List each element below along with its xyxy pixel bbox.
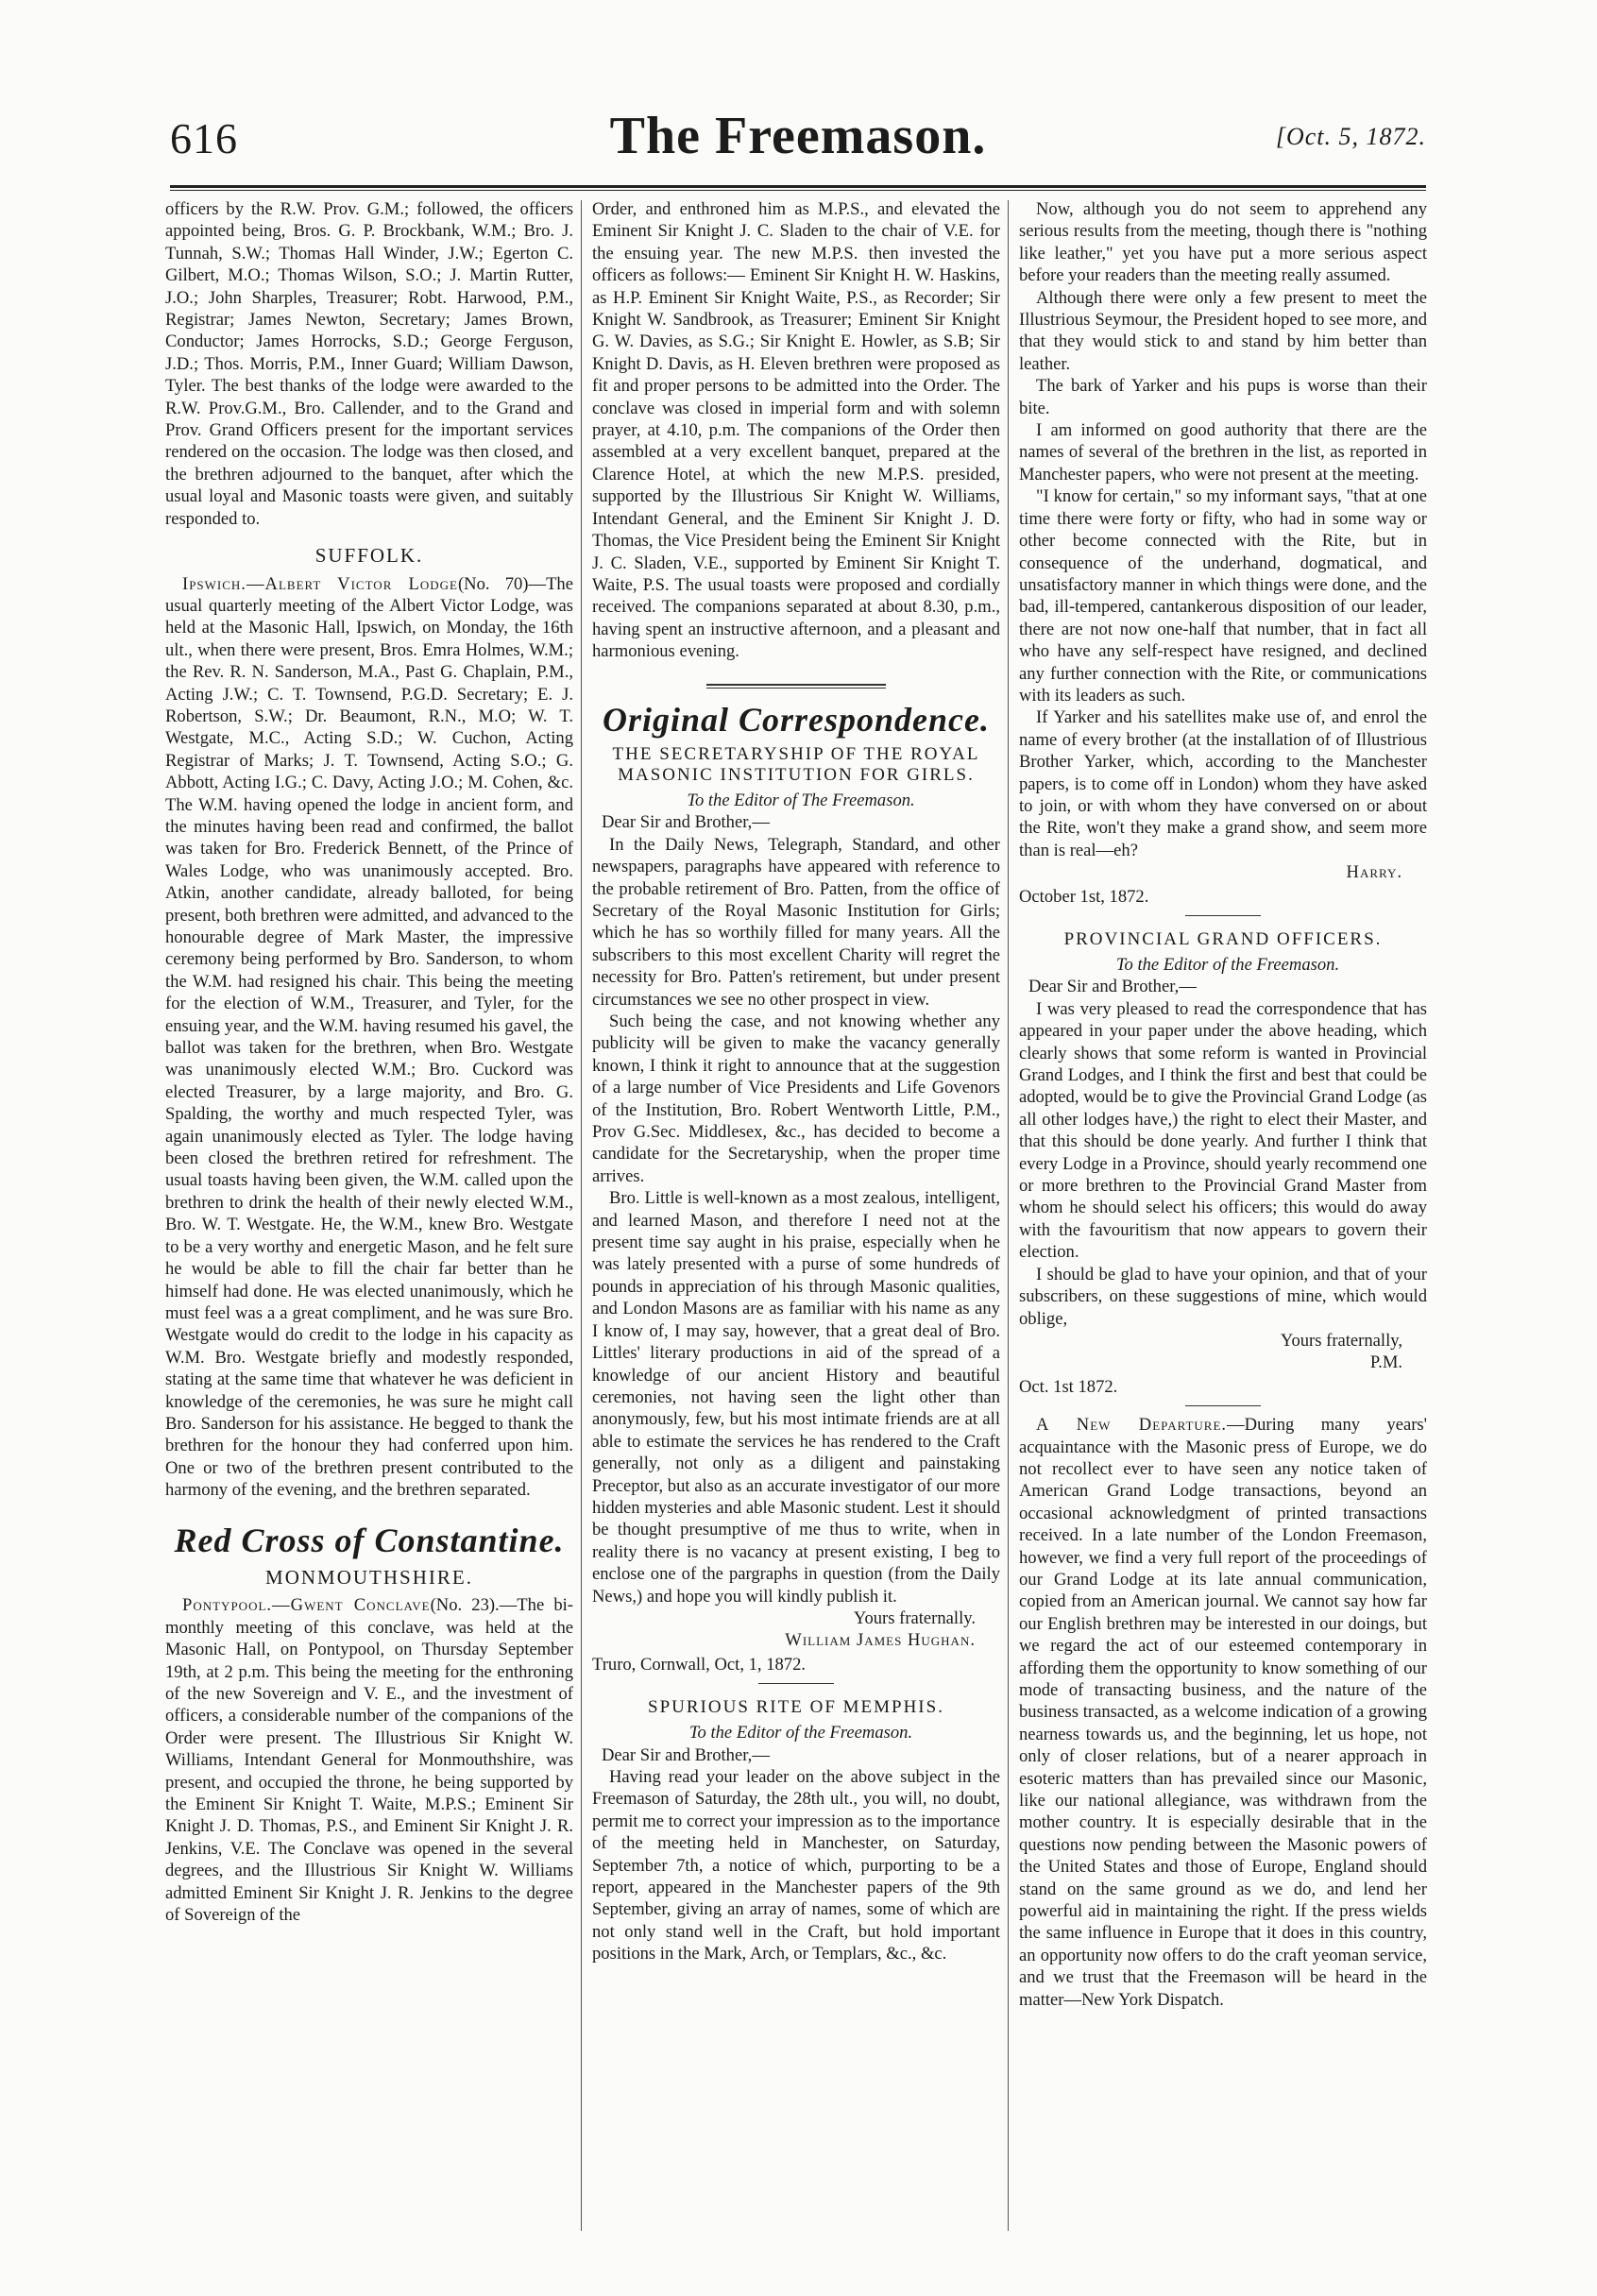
monmouth-lead: Pontypool.—Gwent Conclave [182,1595,431,1616]
monmouth-report [165,1594,573,1926]
signature: William James Hughan. [785,1630,976,1651]
column-3 [1019,198,1427,2238]
letter-paragraph: I am informed on good authority that there are the names of several of the brethren in the list, as reported in Manchester papers, who were not present at the meeting. [1019,420,1427,485]
letter-heading-memphis: SPURIOUS RITE OF MEMPHIS. [648,1697,944,1718]
letter-paragraph: The bark of Yarker and his pups is worse than their bite. [1019,376,1427,418]
salutation: Dear Sir and Brother,— [602,1744,770,1765]
column-divider [1008,200,1009,2231]
section-separator [1185,1405,1261,1406]
column-1 [165,198,573,2238]
signature: Harry. [1346,862,1402,883]
section-separator [758,1683,834,1684]
section-heading-suffolk: SUFFOLK. [314,544,424,568]
publication-title: The Freemason. [609,107,987,165]
addressed-to: To the Editor of The Freemason. [687,790,915,810]
letter-paragraph: Although there were only a few present to meet the Illustrious Seymour, the President hoped to see more, and that they would stick to and stand by him better than leather. [1019,287,1427,374]
letter-paragraph: If Yarker and his satellites make use of, and enrol the name of every brother (at the installation of of Illustrious Brother Yarker, which, according to the Manchester papers, is to come off in London) whom they have asked to join, or with whom they have conversed on or about the Rite, won't they make a grand show, and seem more than is real—eh? [1019,707,1427,860]
section-separator [1185,915,1261,916]
valediction: Yours fraternally, [1280,1330,1402,1351]
letter-paragraph: "I know for certain," so my informant says, "that at one time there were forty or fifty, who had in some way or other become connected with the Rite, but in consequence of the underhand, dogmatical, and unsatisfactory manner in which things were done, and the bad, ill-tempered, cantankerous disposition of our leader, there are not now one-half that number, that in fact all who have any self-respect have resigned, and declined any further connection with the Rite, or communications with its leaders as such. [1019,486,1427,706]
letter-heading-provincial: PROVINCIAL GRAND OFFICERS. [1063,929,1383,949]
suffolk-report [165,573,573,1502]
section-separator [706,684,886,689]
issue-date: [Oct. 5, 1872. [1275,123,1426,150]
letter-paragraph: In the Daily News, Telegraph, Standard, and other newspapers, paragraphs have appeared with reference to the probable retirement of Bro. Patten, from the office of Secretary of the Royal Masonic Institution for Girls; which he has so worthily filled for many years. All the subscribers to this most excellent Charity will regret the necessity for Bro. Patten's retirement, but under present circumstances we see no other prospect in view. [592,834,1000,1010]
section-heading-original-correspondence: Original Correspondence. [602,700,991,739]
letter-paragraph: Bro. Little is well-known as a most zealous, intelligent, and learned Mason, and therefore I need not at the present time say aught in his praise, especially when he was lately presented with a purse of some hundreds of pounds in appreciation of his through Masonic qualities, and London Masons are as familiar with his name as any I know of, I may say, however, that a great deal of Bro. Littles' literary productions in aid of the spread of a knowledge of our ancient History and beautiful ceremonies, not having seen the light other than anonymously, few, but his most intimate friends are at all able to estimate the services he has rendered to the Craft generally, not only as a diligent and painstaking Preceptor, but also as an accurate investigator of our more hidden mysteries and able Masonic student. Lest it should be thought presumptive of me thus to write, when in reality there is no vacancy at present existing, I beg to enclose one of the pargraphs in question (from the Daily News,) and hope you will kindly publish it. [592,1188,1000,1607]
letter-date: October 1st, 1872. [1019,886,1149,907]
addressed-to: To the Editor of the Freemason. [688,1723,913,1743]
new-departure-lead: A New Departure. [1036,1415,1228,1436]
lodge-report-continued: officers by the R.W. Prov. G.M.; followed, the officers appointed being, Bros. G. P. Brockbank, W.M.; Bro. J. Tunnah, S.W.; Thomas Hall Winder, J.W.; Egerton C. Gilbert, M.O.; Thomas Wilson, S.O.; J. Martin Rutter, J.O.; John Sharples, Treasurer; Robt. Harwood, P.M., Registrar; James Newton, Secretary; James Brown, Conductor; James Horrocks, S.D.; George Ferguson, J.D.; Thos. Morris, P.M., Inner Guard; William Dawson, Tyler. The best thanks of the lodge were awarded to the R.W. Prov.G.M., Bro. Callender, and to the Grand and Prov. Grand Officers present for the important services rendered on the occasion. The lodge was then closed, and the brethren adjourned to the banquet, after which the usual loyal and Masonic toasts were given, and suitably responded to. [165,199,573,529]
page-number: 616 [170,114,238,162]
valediction: Yours fraternally. [853,1607,976,1628]
letter-date: Oct. 1st 1872. [1019,1376,1118,1397]
letter-paragraph: I was very pleased to read the correspondence that has appeared in your paper under the above heading, which clearly shows that some reform is wanted in Provincial Grand Lodges, and I think the first and best that could be adopted, would be to give the Provincial Grand Lodge (as all other lodges have,) the right to elect their Master, and that this should be done yearly. And further I think that every Lodge in a Province, should yearly recommend one or more brethren to the Provincial Grand Master from whom he should select his officers; this would do away with the favouritism that now appears to govern their election. [1019,998,1427,1263]
conclave-report-continued: Order, and enthroned him as M.P.S., and elevated the Eminent Sir Knight J. C. Sladen to the chair of V.E. for the ensuing year. The new M.P.S. then invested the officers as follows:— Eminent Sir Knight H. W. Haskins, as H.P. Eminent Sir Knight Waite, P.S., as Recorder; Sir Knight W. Sandbrook, as Treasurer; Eminent Sir Knight G. W. Davies, as S.G.; Sir Knight E. Howler, as S.B; Sir Knight D. Davis, as H. Eleven brethren were proposed as fit and proper persons to be admitted into the Order. The conclave was closed in imperial form and with solemn prayer, at 4.10, p.m. The companions of the Order then assembled at a very excellent banquet, prepared at the Clarence Hotel, at which the new M.P.S. presided, supported by the Illustrious Sir Knight W. Williams, Intendant General, and the Eminent Sir Knight J. D. Thomas, the Vice President being the Eminent Sir Knight J. C. Sladen, V.E., supported by Eminent Sir Knight T. Waite, P.S. The usual toasts were proposed and cordially received. The companions separated at about 8.30, p.m., having spent an instructive afternoon, and a pleasant and harmonious evening. [592,199,1000,662]
column-2 [592,198,1000,2238]
section-heading-monmouthshire: MONMOUTHSHIRE. [265,1565,473,1589]
masthead [170,106,1426,176]
letter-paragraph: Such being the case, and not knowing whether any publicity will be given to make the vacancy generally known, I think it right to announce that at the suggestion of a large number of Vice Presidents and Life Govenors of the Institution, Bro. Robert Wentworth Little, P.M., Prov G.Sec. Middlesex, &c., has decided to become a candidate for the Secretaryship, when the proper time arrives. [592,1012,1000,1186]
letter-paragraph: Now, although you do not seem to apprehend any serious results from the meeting, though there is "nothing like leather," yet you have put a more serious aspect before your readers than the meeting really assumed. [1019,199,1427,286]
column-divider [581,200,582,2231]
signature: P.M. [1369,1352,1402,1373]
header-rule [170,185,1426,191]
monmouth-body: (No. 23).—The bi-monthly meeting of this conclave, was held at the Masonic Hall, on Pontypool, on Thursday September 19th, at 2 p.m. This being the meeting for the enthroning of the new Sovereign and V. E., and the investment of officers, a considerable number of the companions of the Order were present. The Illustrious Sir Knight W. Williams, Intendant General for Monmouthshire, was present, and occupied the throne, he being supported by the Eminent Sir Knight T. Waite, M.P.S.; Eminent Sir Knight J. D. Thomas, P.S., and Eminent Sir Knight J. R. Jenkins, V.E. The Conclave was opened in the several degrees, and the Illustrious Sir Knight W. Williams admitted Eminent Sir Knight J. R. Jenkins to the degree of Sovereign of the [165,1595,573,1926]
letter-heading-secretaryship: THE SECRETARYSHIP OF THE ROYAL MASONIC INSTITUTION FOR GIRLS. [612,743,980,785]
suffolk-body: (No. 70)—The usual quarterly meeting of the Albert Victor Lodge, was held at the Masonic Hall, Ipswich, on Monday, the 16th ult., when there were present, Bros. Emra Holmes, W.M.; the Rev. R. N. Sanderson, M.A., Past G. Chaplain, P.M., Acting J.W.; C. T. Townsend, P.G.D. Secretary; E. J. Robertson, S.W.; Dr. Beaumont, R.N., M.O; W. T. Westgate, M.C., Acting S.D.; W. Cuchon, Acting Registrar of Marks; J. T. Townsend, Acting S.O.; G. Abbott, Acting I.G.; C. Davy, Acting J.O.; M. Cohen, &c. The W.M. having opened the lodge in ancient form, and the minutes having been read and confirmed, the ballot was taken for Bro. Frederick Bennett, of the Prince of Wales Lodge, who was unanimously accepted. Bro. Atkin, another candidate, already balloted, for being present, both brethren were admitted, and advanced to the honourable degree of Mark Master, the impressive ceremony being performed by Bro. Sanderson, to whom the W.M. had resigned his chair. This being the meeting for the election of W.M., Treasurer, and Tyler, for the ensuing year, and the W.M. having resumed his gavel, the ballot was taken for the brethren, when Bro. Westgate was unanimously elected W.M.; Bro. Cuckord was elected Treasurer, by a large majority, and Bro. G. Spalding, the worthy and much respected Tyler, was again unanimously elected as Tyler. The lodge having been closed the brethren retired for refreshment. The usual toasts having been given, the W.M. called upon the brethren to drink the health of their newly elected W.M., Bro. W. T. Westgate. He, the W.M., knew Bro. Westgate to be a very worthy and energetic Mason, and he felt sure he would be able to fill the chair far better than he himself had done. He was elected unanimously, which he must feel was a a great compliment, and he was sure Bro. Westgate would do credit to the lodge in his capacity as W.M. Bro. Westgate briefly and modestly responded, stating at the same time that whatever he was deficient in knowledge of the ceremonies, he was sure he might call Bro. Sanderson for his assistance. He begged to thank the brethren for the honour they had conferred upon him. One or two of the brethren present contributed to the harmony of the evening, and the brethren separated. [165,573,573,1501]
letter-paragraph: I should be glad to have your opinion, and that of your subscribers, on these suggestions of mine, which would oblige, [1019,1264,1427,1329]
letter-paragraph: Having read your leader on the above subject in the Freemason of Saturday, the 28th ult., you will, no doubt, permit me to correct your impression as to the importance of the meeting held in Manchester, on Saturday, September 7th, a notice of which, purporting to be a report, appeared in the Manchester papers of the 9th September, giving an array of names, some of which are not only stand well in the Craft, but hold important positions in the Mark, Arch, or Templars, &c., &c. [592,1767,1000,1964]
salutation: Dear Sir and Brother,— [602,812,770,833]
new-departure-body: —During many years' acquaintance with the Masonic press of Europe, we do not recollect ever to have seen any notice taken of American Grand Lodge transactions, beyond an occasional acknowledgment of printed transactions received. In a late number of the London Freemason, however, we find a very full report of the proceedings of our Grand Lodge at its late annual communication, copied from an American journal. We cannot say how far our English brethren may be interested in our doings, but we regard the act of our esteemed contemporary in affording them the opportunity to know something of our mode of transacting business, and the nature of the business transacted, as a welcome indication of a growing nearness towards us, and the beginning, let us hope, not only of closer relations, but of a nearer approach in esoteric matters than has prevailed since our Masonic, like our national allegiance, was withdrawn from the mother country. It is especially desirable that in the questions now pending between the Masonic powers of the United States and those of Europe, England should stand on the same ground as we do, and lend her powerful aid in maintaining the right. If the press wields the same influence in Europe that it does in this country, an opportunity now offers to do the craft yeoman service, and we trust that the Freemason will be heard in the matter—New York Dispatch. [1019,1415,1427,2010]
salutation: Dear Sir and Brother,— [1028,977,1197,997]
new-departure-paragraph [1019,1414,1427,2011]
addressed-to: To the Editor of the Freemason. [1115,955,1340,975]
letter-date: Truro, Cornwall, Oct, 1, 1872. [592,1654,807,1675]
section-heading-red-cross: Red Cross of Constantine. [174,1521,565,1559]
suffolk-lead: Ipswich.—Albert Victor Lodge [182,573,458,594]
